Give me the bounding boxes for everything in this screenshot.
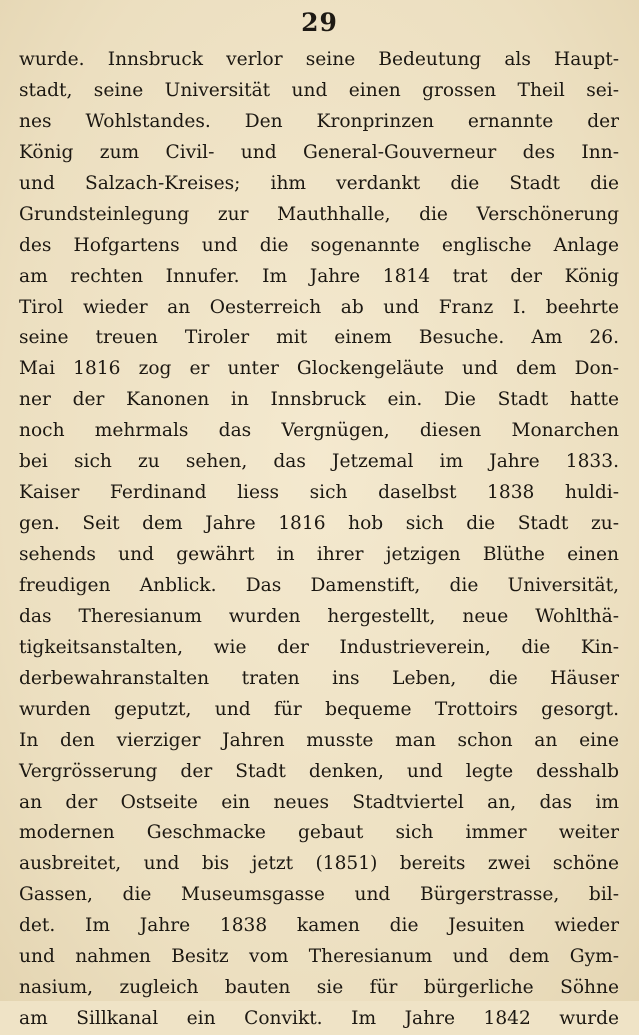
text-line: Gassen, die Museumsgasse und Bürgerstrasse, bil- xyxy=(19,884,619,906)
text-line: sehends und gewährt in ihrer jetzigen Blüthe einen xyxy=(19,544,619,565)
text-line: ausbreitet, und bis jetzt (1851) bereits zwei schöne xyxy=(19,853,619,875)
text-line: am rechten Innufer. Im Jahre 1814 trat der König xyxy=(19,265,619,287)
text-line: Kaiser Ferdinand liess sich daselbst 1838 huldi- xyxy=(19,482,619,504)
text-line: seine treuen Tiroler mit einem Besuche. Am 26. xyxy=(19,327,619,349)
text-line: tigkeitsanstalten, wie der Industrieverein, die Kin- xyxy=(19,636,619,658)
text-line: noch mehrmals das Vergnügen, diesen Monarchen xyxy=(19,420,619,442)
text-line: wurden geputzt, und für bequeme Trottoirs gesorgt. xyxy=(19,698,619,720)
text-line: modernen Geschmacke gebaut sich immer weiter xyxy=(19,822,619,844)
text-line: Tirol wieder an Oesterreich ab und Franz I. beehrte xyxy=(19,296,619,318)
text-line: König zum Civil- und General-Gouverneur des Inn- xyxy=(19,141,619,163)
text-line: und Salzach-Kreises; ihm verdankt die Stadt die xyxy=(19,172,619,194)
text-line: In den vierziger Jahren musste man schon an eine xyxy=(19,729,619,751)
text-line: Mai 1816 zog er unter Glockengeläute und dem Don- xyxy=(19,358,619,380)
body-text xyxy=(19,45,619,1035)
text-line: an der Ostseite ein neues Stadtviertel an, das im xyxy=(19,791,619,813)
text-line: freudigen Anblick. Das Damenstift, die Universität, xyxy=(19,574,619,596)
text-line: Grundsteinlegung zur Mauthhalle, die Verschönerung xyxy=(19,203,619,225)
text-line: Vergrösserung der Stadt denken, und legte desshalb xyxy=(19,760,619,782)
text-line: nasium, zugleich bauten sie für bürgerliche Söhne xyxy=(19,977,619,999)
text-line: nes Wohlstandes. Den Kronprinzen ernannte der xyxy=(19,110,619,132)
text-line: wurde. Innsbruck verlor seine Bedeutung als Haupt- xyxy=(19,49,619,70)
text-line: das Theresianum wurden hergestellt, neue Wohlthä- xyxy=(19,605,619,627)
text-line: gen. Seit dem Jahre 1816 hob sich die Stadt zu- xyxy=(19,513,619,535)
text-line: und nahmen Besitz vom Theresianum und dem Gym- xyxy=(19,946,619,968)
text-line: derbewahranstalten traten ins Leben, die Häuser xyxy=(19,667,619,689)
text-line: am Sillkanal ein Convikt. Im Jahre 1842 wurde xyxy=(19,1008,619,1030)
text-line: ner der Kanonen in Innsbruck ein. Die Stadt hatte xyxy=(19,389,619,411)
text-line: bei sich zu sehen, das Jetzemal im Jahre 1833. xyxy=(19,451,619,473)
text-line: det. Im Jahre 1838 kamen die Jesuiten wieder xyxy=(19,915,619,937)
page-number: 29 xyxy=(301,8,338,37)
text-line: des Hofgartens und die sogenannte englische Anlage xyxy=(19,234,619,256)
text-line: stadt, seine Universität und einen grossen Theil sei- xyxy=(19,79,619,101)
